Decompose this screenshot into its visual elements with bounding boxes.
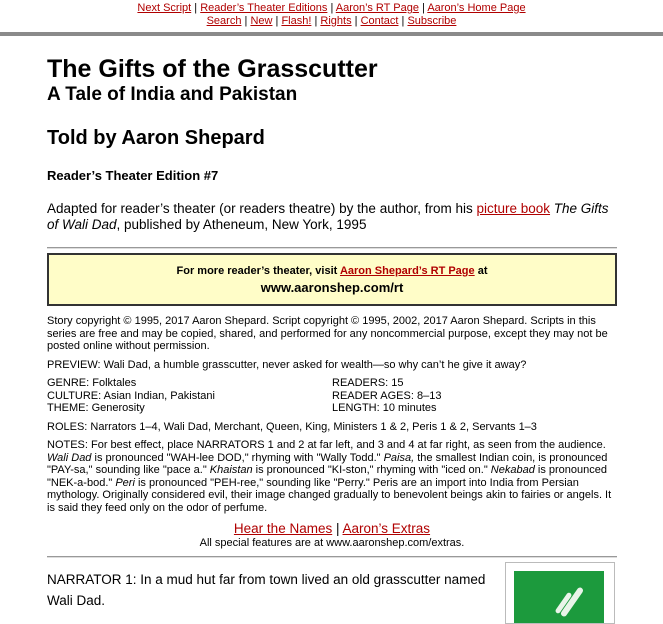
page-title: The Gifts of the Grasscutter [47,55,378,83]
notes-text: is pronounced "WAH-lee DOD," rhyming with "Wally Todd." [91,451,384,464]
info-readers: READERS: 15 [332,377,404,389]
extras-separator: | [335,521,340,536]
adapted-text-end: , published by Atheneum, New York, 1995 [116,217,367,232]
adaptation-note [47,201,617,233]
nav-separator: | [244,15,251,27]
nav-aarons-home-page[interactable]: Aaron’s Home Page [427,2,526,14]
hear-the-names-link[interactable]: Hear the Names [233,521,333,536]
nav-separator: | [422,2,428,14]
book-cover-image[interactable] [505,562,615,624]
info-genre: GENRE: Folktales [47,377,137,389]
rt-promo-box [47,253,617,306]
nav-separator: | [354,15,361,27]
script-first-line: NARRATOR 1: In a mud hut far from town lived an old grasscutter named Wali Dad. [47,571,486,608]
nav-row-1 [0,2,663,15]
notes-text: is pronounced "NEK-a-bod." [47,464,608,489]
nav-separator: | [194,2,201,14]
top-divider [0,32,663,36]
preview-text: PREVIEW: Wali Dad, a humble grasscutter, never asked for wealth—so why can’t he give it away? [47,358,527,371]
info-culture: CULTURE: Asian Indian, Pakistani [47,389,215,402]
promo-text-end: at [474,265,488,277]
notes-text: is pronounced "KI-ston," rhyming with "iced on." [252,464,491,476]
divider [47,556,617,558]
notes-text: NOTES: For best effect, place NARRATORS 1 and 2 at far left, and 3 and 4 at far right, as seen from the audience. [47,439,606,451]
nav-separator: | [330,2,336,14]
main-content [47,54,617,611]
extras-row [47,521,617,537]
nav-row-2 [0,15,663,28]
nav-separator: | [401,15,408,27]
promo-url: www.aaronshep.com/rt [260,280,404,295]
info-theme: THEME: Generosity [47,402,145,414]
notes-term: Khaistan [209,464,253,476]
author-line: Told by Aaron Shepard [47,127,265,149]
nav-separator: | [314,15,321,27]
divider [47,247,617,249]
picture-book-link[interactable]: picture book [476,201,551,216]
performance-notes [47,439,617,514]
notes-term: Paisa, [383,451,415,464]
book-title: The Gifts of Wali Dad [47,201,609,232]
promo-line [49,264,615,278]
nav-rights[interactable]: Rights [320,15,352,27]
nav-contact[interactable]: Contact [360,15,399,27]
extras-links [47,521,617,550]
nav-subscribe[interactable]: Subscribe [407,15,457,27]
top-navigation [0,0,663,28]
aarons-extras-link[interactable]: Aaron’s Extras [342,521,431,536]
nav-search[interactable]: Search [206,15,242,27]
info-length: LENGTH: 10 minutes [332,402,437,414]
nav-separator: | [275,15,282,27]
info-ages: READER AGES: 8–13 [332,389,442,402]
nav-readers-theater-editions[interactable]: Reader’s Theater Editions [200,2,328,14]
notes-text: is pronounced "PEH-ree," sounding like "Perry." Peris are an import into India from Persian mythology. Originally considered evil, their image changed gradually to benevolent beings akin to fairies or angels. It is said they feed only on the odor of perfume. [47,476,612,514]
promo-section [47,244,617,306]
notes-text: the smallest Indian coin, is pronounced "PAY-sa," sounding like "pace a." [47,451,608,476]
nav-next-script[interactable]: Next Script [137,2,192,14]
adapted-text: Adapted for reader’s theater (or readers theatre) by the author, from his [47,201,477,216]
roles-list: ROLES: Narrators 1–4, Wali Dad, Merchant, Queen, King, Ministers 1 & 2, Peris 1 & 2, Servants 1–3 [47,420,537,433]
extras-note: All special features are at www.aaronshep.com/extras. [199,537,465,549]
rt-page-link[interactable]: Aaron Shepard’s RT Page [339,265,475,277]
copyright-notice: Story copyright © 1995, 2017 Aaron Shepard. Script copyright © 1995, 2002, 2017 Aaron Shepard. Scripts in this series are free and may be copied, shared, and performed for any noncommercial purpose, except they may not be posted online without permission. [47,315,608,352]
script-info [47,377,617,415]
edition-label: Reader’s Theater Edition #7 [47,168,219,183]
nav-flash[interactable]: Flash! [281,15,312,27]
nav-aarons-rt-page[interactable]: Aaron’s RT Page [335,2,419,14]
nav-new[interactable]: New [250,15,273,27]
book-cover-art [514,571,604,623]
page-subtitle: A Tale of India and Pakistan [47,84,298,105]
notes-term: Peri [115,476,135,489]
promo-text: For more reader’s theater, visit [176,265,340,277]
notes-term: Wali Dad [47,451,92,464]
notes-term: Nekabad [490,464,535,476]
